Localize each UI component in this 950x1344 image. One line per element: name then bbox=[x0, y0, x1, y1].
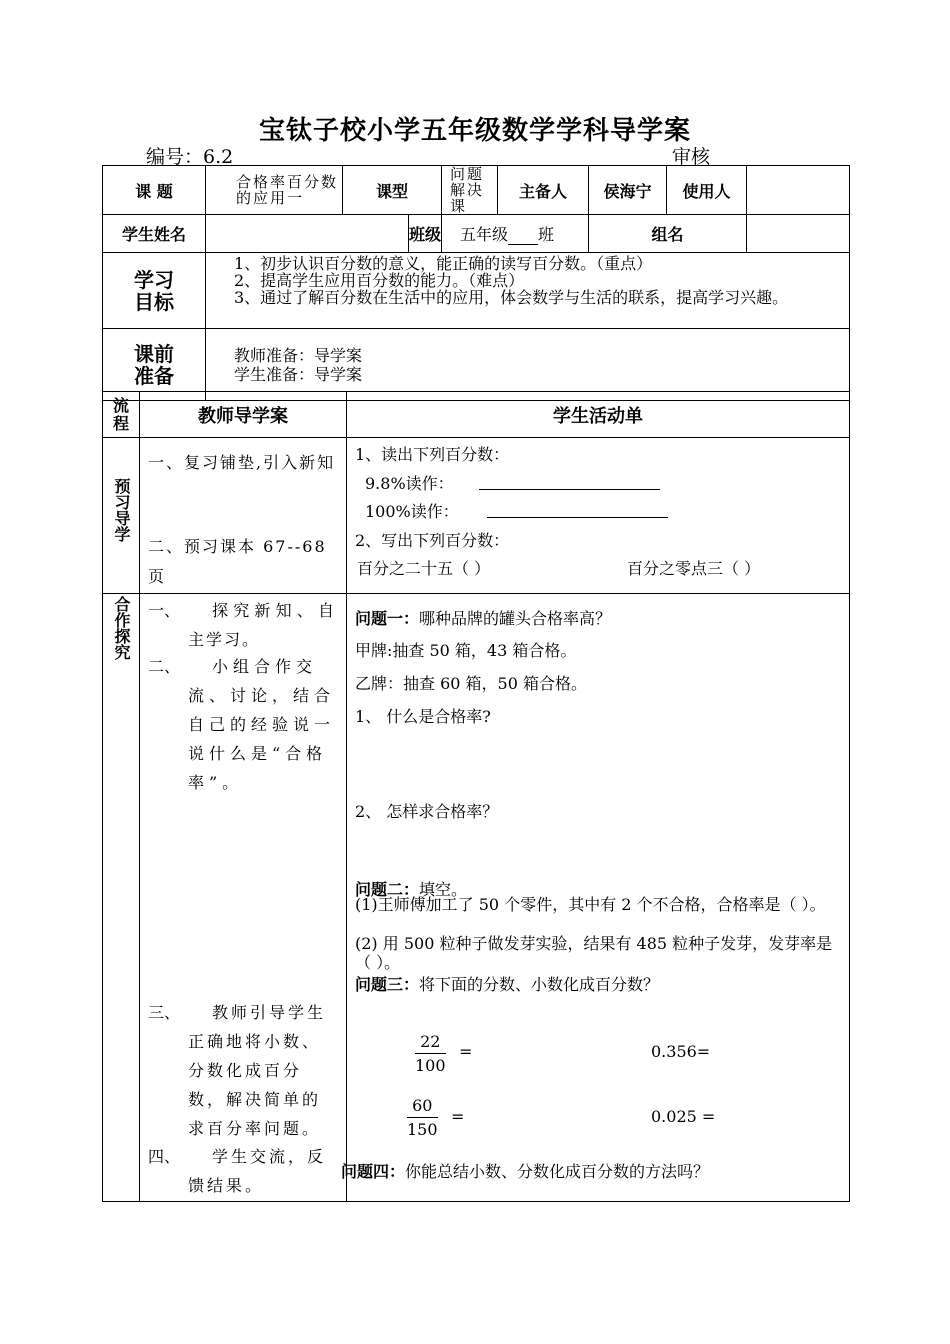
teacher-2-num: 二、 bbox=[148, 657, 181, 676]
class-grade: 五年级 bbox=[460, 225, 509, 244]
read-1: 9.8%读作： bbox=[365, 474, 454, 493]
goals-label: 学习目标 bbox=[103, 253, 206, 329]
decimal-1: 0.356= bbox=[651, 1042, 711, 1061]
preparer-value: 侯海宁 bbox=[589, 166, 667, 215]
topic-value: 合格率百分数的应用一 bbox=[206, 166, 343, 215]
goal-1: 1、初步认识百分数的意义，能正确的读写百分数。（重点） bbox=[234, 254, 653, 273]
prep-content bbox=[206, 329, 850, 401]
section2-teacher bbox=[140, 594, 347, 1202]
eq-1: = bbox=[459, 1042, 473, 1061]
type-value: 问题解决课 bbox=[442, 166, 498, 215]
main-table bbox=[102, 391, 850, 1202]
page-title: 宝钛子校小学五年级数学学科导学案 bbox=[258, 116, 691, 146]
q1-sub-2: 2、 怎样求合格率？ bbox=[355, 802, 499, 821]
section1-label: 预习导学 bbox=[103, 438, 140, 594]
section2-student bbox=[341, 594, 850, 1202]
teacher-4-num: 四、 bbox=[148, 1147, 181, 1166]
section1-teacher-2: 二、预习课本 67--68 页 bbox=[148, 537, 327, 586]
class-suffix: 班 bbox=[538, 225, 555, 244]
document-code: 编号：6.2 bbox=[146, 146, 234, 168]
read-2-line bbox=[487, 517, 668, 518]
col-process: 流程 bbox=[103, 392, 140, 438]
topic-label: 课 题 bbox=[103, 166, 206, 215]
goals-list bbox=[206, 253, 850, 329]
section1-teacher bbox=[140, 438, 347, 594]
teacher-2: 小组合作交流、讨论，结合自己的经验说一说什么是“合格率”。 bbox=[188, 657, 336, 792]
col-student: 学生活动单 bbox=[347, 392, 850, 438]
fraction-22-100: $\frac{22}{100}$ bbox=[415, 1032, 446, 1075]
student-name-label: 学生姓名 bbox=[103, 215, 206, 253]
prep-label: 课前准备 bbox=[103, 329, 206, 401]
preparer-label: 主备人 bbox=[498, 166, 589, 215]
fraction-60-150: $\frac{60}{150}$ bbox=[407, 1096, 438, 1139]
col-teacher: 教师导学案 bbox=[140, 392, 347, 438]
q2-item-2: (2) 用 500 粒种子做发芽实验，结果有 485 粒种子发芽，发芽率是（ ）。 bbox=[355, 934, 833, 972]
user-label: 使用人 bbox=[667, 166, 747, 215]
teacher-4: 学生交流，反馈结果。 bbox=[188, 1147, 327, 1195]
q2: 问题二：填空。 bbox=[355, 880, 468, 899]
q3: 问题三：将下面的分数、小数化成百分数？ bbox=[355, 975, 660, 994]
decimal-2: 0.025 = bbox=[651, 1107, 716, 1126]
teacher-1-num: 一、 bbox=[148, 601, 181, 620]
section1-student bbox=[347, 438, 850, 594]
q4: 问题四：你能总结小数、分数化成百分数的方法吗？ bbox=[341, 1162, 710, 1181]
q1-brand-b: 乙牌：抽查 60 箱，50 箱合格。 bbox=[355, 674, 587, 693]
write-2: 百分之零点三（ ） bbox=[627, 559, 761, 578]
review-label: 审核 bbox=[672, 146, 711, 168]
read-2: 100%读作： bbox=[365, 502, 459, 521]
section1-teacher-1: 一、复习铺垫,引入新知 bbox=[148, 453, 336, 472]
teacher-1: 探究新知、自主学习。 bbox=[188, 601, 336, 649]
eq-2: = bbox=[451, 1107, 465, 1126]
read-1-line bbox=[479, 489, 660, 490]
goal-3: 3、通过了解百分数在生活中的应用，体会数学与生活的联系，提高学习兴趣。 bbox=[234, 288, 789, 307]
read-title: 1、读出下列百分数： bbox=[355, 445, 510, 464]
goal-2: 2、提高学生应用百分数的能力。（难点） bbox=[234, 271, 525, 290]
q1-brand-a: 甲牌:抽查 50 箱，43 箱合格。 bbox=[355, 641, 577, 660]
group-label: 组名 bbox=[589, 215, 747, 253]
user-value bbox=[747, 166, 850, 215]
class-label: 班级 bbox=[409, 215, 442, 253]
teacher-3: 教师引导学生正确地将小数、分数化成百分数，解决简单的求百分率问题。 bbox=[188, 1003, 327, 1138]
prep-teacher: 教师准备：导学案 bbox=[234, 345, 363, 365]
teacher-3-num: 三、 bbox=[148, 1003, 181, 1022]
write-title: 2、写出下列百分数： bbox=[355, 531, 510, 550]
section2-label: 合作探究 bbox=[103, 594, 140, 1202]
header-table bbox=[102, 165, 850, 401]
q2-item-1: (1)王师傅加工了 50 个零件，其中有 2 个不合格，合格率是（ ）。 bbox=[355, 895, 826, 914]
q1-sub-1: 1、 什么是合格率? bbox=[355, 707, 491, 726]
student-name-value bbox=[206, 215, 409, 253]
group-value bbox=[747, 215, 850, 253]
prep-student: 学生准备：导学案 bbox=[234, 364, 363, 384]
write-1: 百分之二十五（ ） bbox=[357, 559, 491, 578]
q1: 问题一：哪种品牌的罐头合格率高？ bbox=[355, 609, 612, 628]
class-value bbox=[442, 215, 589, 253]
type-label: 课型 bbox=[343, 166, 442, 215]
